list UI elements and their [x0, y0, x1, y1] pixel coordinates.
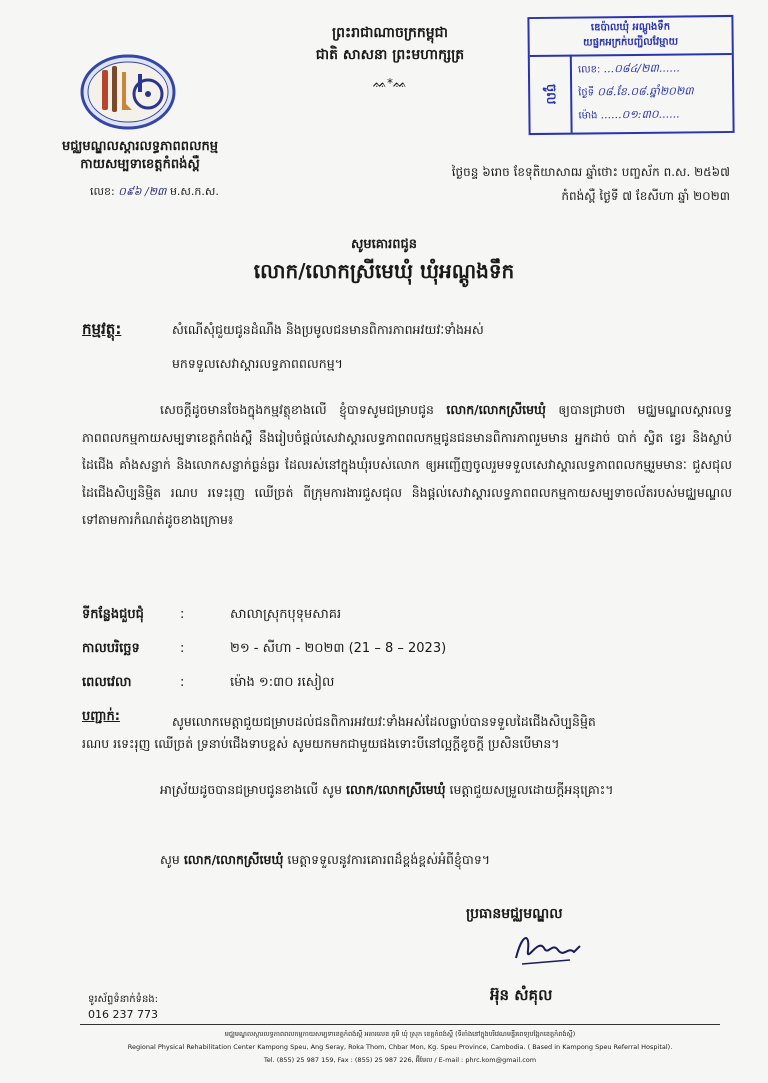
national-heading — [270, 22, 510, 66]
footer-contact: Tel. (855) 25 987 159, Fax : (855) 25 987 226, អ៊ីមែល / E-mail : phrc.kom@gmail.com — [263, 1056, 537, 1064]
stamp-number-value: ...០៨៤/២៣...... — [603, 61, 680, 76]
note-label: បញ្ជាក់: — [82, 709, 120, 724]
closing2-start: សូម — [160, 852, 180, 867]
closing-paragraph — [82, 776, 732, 804]
subject-line1: សំណើសុំជួយជូនដំណឹង និងប្រមូលជនមានពិការភាពអវយវៈទាំងអស់ — [172, 322, 484, 337]
reference-number — [90, 185, 219, 201]
ref-suffix: ម.ស.ក.ស. — [169, 185, 219, 198]
footer-khmer-address: មជ្ឈមណ្ឌលស្តារលទ្ធភាពពលកម្មកាយសម្បទាខេត្តកំពង់ស្ពឺ អគារលេខ ភូមិ ឃុំ ស្រុក ខេត្តកំពង់ស្ពឺ (ទីតាំងនៅក្នុងបរិវេណមន្ទីរពេទ្យបង្អែកខេត្តកំពង់ស្ពឺ) — [224, 1030, 576, 1038]
closing1-end: មេត្តាជួយសម្រួលដោយក្តីអនុគ្រោះ។ — [449, 782, 614, 797]
info-place — [82, 606, 341, 625]
date-colon: : — [180, 641, 185, 656]
stamp-number-label: លេខ: — [577, 64, 601, 76]
recipient: លោក/លោកស្រីមេឃុំ ឃុំអណ្តូងទឹក — [253, 259, 515, 283]
date-lunar: ថ្ងៃចន្ទ ៦រោច ខែទុតិយាសាឍ ឆ្នាំថោះ បញ្ចស័ក ព.ស. ២៥៦៧ — [451, 165, 730, 179]
subject-label: កម្មវត្ថុ: — [82, 320, 122, 338]
time-label: ពេលវេលា — [82, 675, 132, 690]
body-paragraph — [82, 396, 732, 534]
subject-line2: មកទទួលសេវាស្តារលទ្ធភាពពលកម្ម។ — [172, 356, 343, 371]
closing2-end: មេត្តាទទួលនូវការគោរពដ៏ខ្ពង់ខ្ពស់អំពីខ្ញុំបាទ។ — [287, 852, 490, 867]
stamp-header — [529, 17, 731, 57]
kingdom-title: ព្រះរាជាណាចក្រកម្ពុជា — [331, 25, 448, 41]
closing1-recipient: លោក/លោកស្រីមេឃុំ — [346, 782, 446, 797]
info-date — [82, 640, 446, 659]
ref-number: ០៩៦ /២៣ — [118, 185, 167, 198]
stamp-date-label: ថ្ងៃទី — [578, 87, 595, 99]
stamp-line2: យផ្នកអក្រក់បញ្ជីលវែម្មាយ — [583, 36, 679, 49]
national-motto: ជាតិ សាសនា ព្រះមហាក្សត្រ — [315, 47, 465, 63]
org-name-line1: មជ្ឈមណ្ឌលស្តារលទ្ធភាពពលកម្ម — [62, 139, 218, 154]
stamp-time-label: ម៉ោង — [578, 110, 598, 122]
stamp-date-value: ០៨.ខែ.០៨.ឆ្នាំ២០២៣ — [597, 84, 694, 99]
footer-english-address: Regional Physical Rehabilitation Center Kampong Speu, Ang Seray, Roka Thom, Chbar Mon, Kg. Speu Province, Cambodia. ( Based in Kampong Speu Referral Hospital). — [127, 1043, 673, 1051]
stamp-row-time — [578, 107, 679, 124]
org-name-line2: កាយសម្បទាខេត្តកំពង់ស្ពឺ — [80, 157, 200, 172]
ornament: ᨐ*ᨐ — [372, 76, 408, 90]
contact-phone: 016 237 773 — [88, 1008, 158, 1021]
para-start: សេចក្តីដូចមានចែងក្នុងកម្មវត្ថុខាងលើ ខ្ញុំបាទសូមជម្រាបជូន — [160, 402, 434, 417]
signatory-title: ប្រធានមជ្ឈមណ្ឌល — [466, 906, 563, 922]
footer-divider — [80, 1024, 720, 1025]
ref-prefix: លេខ: — [90, 185, 115, 198]
contact-label: ទូរស័ព្ទទំនាក់ទំនង: — [88, 994, 159, 1005]
place-value: សាលាស្រុកបុទុមសាគរ — [230, 607, 342, 622]
date-label: កាលបរិច្ឆេទ — [82, 641, 140, 656]
date-value: ២១ - សីហា - ២០២៣ (21 – 8 – 2023) — [230, 641, 447, 656]
note-line2: រណប រទេះរុញ ឈើច្រត់ ទ្រនាប់ជើងទាបខ្ពស់ សូមយកមកជាមួយផងទោះបីនៅល្អក្តីខូចក្តី ប្រសិនបើមាន។ — [82, 736, 560, 751]
stamp-line1: ឌេប៉ាលឃុំ អណ្តូងទឹក — [590, 21, 671, 34]
time-value: ម៉ោង ១:៣០ រសៀល — [230, 675, 335, 690]
info-time — [82, 674, 334, 693]
stamp-side-label: ចូល — [530, 55, 573, 133]
closing2-recipient: លោក/លោកស្រីមេឃុំ — [183, 852, 284, 867]
place-label: ទីកន្លែងជួបជុំ — [82, 607, 144, 622]
place-colon: : — [180, 607, 185, 622]
date-solar: កំពង់ស្ពឺ ថ្ងៃទី ៧ ខែសីហា ឆ្នាំ ២០២៣ — [561, 189, 730, 203]
handwritten-signature — [508, 928, 588, 976]
closing-respect — [82, 846, 732, 874]
note-line1: សូមលោកមេត្តាជួយជម្រាបដល់ជនពិការអវយវៈទាំងអស់ដែលធ្លាប់បានទទួលដៃជើងសិប្បនិម្មិត — [172, 714, 596, 729]
received-stamp — [527, 15, 734, 135]
salutation: សូមគោរពជូន — [350, 237, 417, 252]
para-rest: ឲ្យបានជ្រាបថា មជ្ឈមណ្ឌលស្តារលទ្ធភាពពលកម្មកាយសម្បទាខេត្តកំពង់ស្ពឺ នឹងរៀបចំផ្តល់សេវាស្តារលទ្ធភាពពលកម្មជូនជនមានពិការភាពរួមមាន អ្នកដាច់ បាក់ ស្វិត ខ្វេរ និងស្លាប់ដៃជើង គាំងសន្លាក់ និងលោកសន្លាក់ធ្ងន់ធ្ងរ ដែលរស់នៅក្នុងឃុំរបស់លោក ឲ្យអញ្ជើញចូលរួមទទួលសេវាស្តារលទ្ធភាពពលកម្មរួមមានៈ ជួសជុល ដៃជើងសិប្បនិម្មិត រណប រទេះរុញ ឈើច្រត់ ពីក្រុមការងារជួសជុល និងផ្តល់សេវាស្តារលទ្ធភាពពលកម្មកាយសម្បទាចល័តរបស់មជ្ឈមណ្ឌលទៅតាមការកំណត់ដូចខាងក្រោម៖ — [82, 402, 733, 527]
para-recipient: លោក/លោកស្រីមេឃុំ — [446, 402, 546, 417]
stamp-row-date — [578, 84, 694, 101]
stamp-time-value: ......០១:៣០...... — [600, 107, 680, 122]
closing1-start: អាស្រ័យដូចបានជម្រាបជូនខាងលើ សូម — [160, 782, 343, 797]
organization-name — [40, 138, 240, 174]
signatory-name: អ៊ុន សំគុល — [490, 986, 553, 1004]
time-colon: : — [180, 675, 185, 690]
stamp-row-number — [578, 61, 680, 78]
center-logo — [78, 52, 178, 132]
